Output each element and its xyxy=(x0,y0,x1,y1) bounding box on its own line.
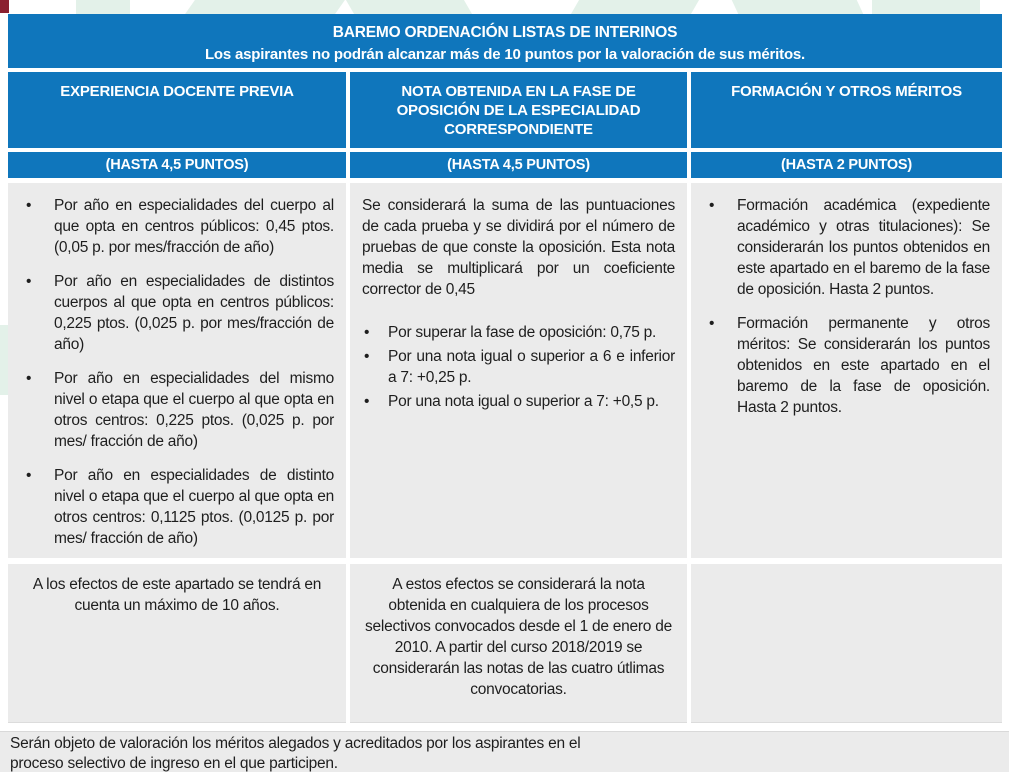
list-item xyxy=(18,368,336,452)
watermark-shape xyxy=(571,0,699,14)
list-item-text: Formación académica (expediente académico y otras titulaciones): Se considerarán los puntos obtenidos en este apartado en el baremo de la fase de oposición. Hasta 2 puntos. xyxy=(737,197,990,298)
note-experiencia: A los efectos de este apartado se tendrá en cuenta un máximo de 10 años. xyxy=(8,564,346,723)
bullet-icon: • xyxy=(709,315,715,332)
list-item-text: Por año en especialidades de distintos cuerpos al que opta en centros públicos: 0,225 ptos. (0,025 p. por mes/fracción de año) xyxy=(54,273,334,353)
max-points-experiencia: (HASTA 4,5 PUNTOS) xyxy=(8,152,346,178)
list-item-text: Por una nota igual o superior a 7: +0,5 p. xyxy=(388,393,659,410)
column-header-row xyxy=(8,72,1002,148)
list-item xyxy=(360,391,677,412)
column-header-experiencia: EXPERIENCIA DOCENTE PREVIA xyxy=(8,72,346,148)
list-item xyxy=(701,195,992,300)
bullet-icon: • xyxy=(364,393,370,410)
max-points-nota: (HASTA 4,5 PUNTOS) xyxy=(350,152,687,178)
list-item xyxy=(18,195,336,258)
max-points-formacion: (HASTA 2 PUNTOS) xyxy=(691,152,1002,178)
bullet-icon: • xyxy=(709,197,715,214)
column-header-nota: NOTA OBTENIDA EN LA FASE DE OPOSICIÓN DE LA ESPECIALIDAD CORRESPONDIENTE xyxy=(350,72,687,148)
list-item-text: Formación permanente y otros méritos: Se considerarán los puntos obtenidos en este apartado en el baremo de la fase de oposición. Hasta 2 puntos. xyxy=(737,315,990,416)
criteria-cell-formacion xyxy=(691,183,1002,558)
list-item xyxy=(360,346,677,388)
footer-strip xyxy=(0,731,1009,772)
notes-row xyxy=(8,564,1002,723)
list-item xyxy=(360,322,677,343)
corner-red-mark xyxy=(0,0,9,13)
table-subtitle: Los aspirantes no podrán alcanzar más de 10 puntos por la valoración de sus méritos. xyxy=(204,46,806,63)
watermark-shape xyxy=(732,0,864,14)
watermark-shape xyxy=(185,0,345,14)
note-formacion-empty xyxy=(691,564,1002,723)
list-item-text: Por año en especialidades del mismo nivel o etapa que el cuerpo al que opta en otros centros: 0,225 ptos. (0,025 p. por mes/ fracción de año) xyxy=(54,370,334,450)
list-item-text: Por año en especialidades del cuerpo al que opta en centros públicos: 0,45 ptos. (0,05 p. por mes/fracción de año) xyxy=(54,197,334,256)
footer-text: Serán objeto de valoración los méritos alegados y acreditados por los aspirantes en el proceso selectivo de ingreso en el que participen. xyxy=(10,735,581,772)
criteria-cell-nota xyxy=(350,183,687,558)
criteria-cell-experiencia xyxy=(8,183,346,558)
list-item-text: Por una nota igual o superior a 6 e inferior a 7: +0,25 p. xyxy=(388,348,675,386)
bullet-icon: • xyxy=(26,370,32,387)
criteria-intro: Se considerará la suma de las puntuaciones de cada prueba y se dividirá por el número de pruebas de que conste la oposición. Esta nota media se multiplicará por un coeficiente corrector de 0,45 xyxy=(362,197,675,298)
table-title: BAREMO ORDENACIÓN LISTAS DE INTERINOS xyxy=(332,24,678,41)
bullet-icon: • xyxy=(26,273,32,290)
list-item xyxy=(701,313,992,418)
bullet-icon: • xyxy=(26,467,32,484)
list-item xyxy=(18,271,336,355)
watermark-shape xyxy=(0,325,8,395)
bullet-icon: • xyxy=(364,324,370,341)
list-item-text: Por superar la fase de oposición: 0,75 p. xyxy=(388,324,657,341)
criteria-row xyxy=(8,183,1002,558)
max-points-row xyxy=(8,152,1002,178)
watermark-shape xyxy=(346,0,472,14)
watermark-shape xyxy=(76,0,130,14)
list-item-text: Por año en especialidades de distinto nivel o etapa que el cuerpo al que opta en otros centros: 0,1125 ptos. (0,0125 p. por mes/ fracción de año) xyxy=(54,467,334,547)
table-title-bar xyxy=(8,14,1002,68)
note-nota: A estos efectos se considerará la nota obtenida en cualquiera de los procesos selectivos convocados desde el 1 de enero de 2010. A partir del curso 2018/2019 se considerarán las notas de las cuatro útlimas convocatorias. xyxy=(350,564,687,723)
column-header-formacion: FORMACIÓN Y OTROS MÉRITOS xyxy=(691,72,1002,148)
bullet-icon: • xyxy=(26,197,32,214)
baremo-table xyxy=(8,14,1002,723)
watermark-shape xyxy=(872,0,980,14)
list-item xyxy=(18,465,336,549)
bullet-icon: • xyxy=(364,348,370,365)
